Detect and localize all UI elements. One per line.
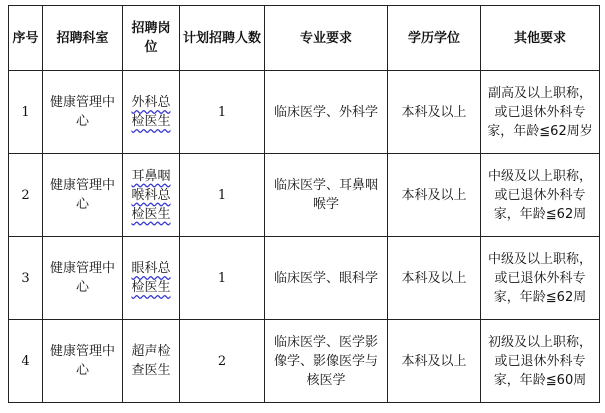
cell-post bbox=[123, 71, 180, 154]
post-text: 外科总检医生 bbox=[131, 95, 171, 129]
cell-seq: 1 bbox=[9, 71, 43, 154]
header-edu: 学历学位 bbox=[388, 6, 481, 71]
header-post: 招聘岗位 bbox=[123, 6, 180, 71]
cell-other: 初级及以上职称，或已退休外科专家，年龄≦60周 bbox=[481, 320, 600, 403]
cell-other: 中级及以上职称，或已退休外科专家，年龄≦62周 bbox=[481, 154, 600, 237]
header-major: 专业要求 bbox=[265, 6, 388, 71]
cell-post bbox=[123, 154, 180, 237]
cell-dept: 健康管理中心 bbox=[43, 237, 123, 320]
cell-edu: 本科及以上 bbox=[388, 154, 481, 237]
cell-post bbox=[123, 237, 180, 320]
table-row bbox=[9, 154, 600, 237]
cell-count: 1 bbox=[180, 71, 265, 154]
cell-edu: 本科及以上 bbox=[388, 71, 481, 154]
cell-major: 临床医学、外科学 bbox=[265, 71, 388, 154]
cell-seq: 4 bbox=[9, 320, 43, 403]
header-row bbox=[9, 6, 600, 71]
cell-other: 中级及以上职称，或已退休外科专家，年龄≦62周 bbox=[481, 237, 600, 320]
cell-count: 1 bbox=[180, 154, 265, 237]
header-other: 其他要求 bbox=[481, 6, 600, 71]
cell-other: 副高及以上职称，或已退休外科专家，年龄≦62周岁 bbox=[481, 71, 600, 154]
cell-seq: 3 bbox=[9, 237, 43, 320]
post-text: 耳鼻咽喉科总检医生 bbox=[131, 168, 171, 222]
cell-edu: 本科及以上 bbox=[388, 320, 481, 403]
cell-dept: 健康管理中心 bbox=[43, 320, 123, 403]
cell-dept: 健康管理中心 bbox=[43, 71, 123, 154]
cell-dept: 健康管理中心 bbox=[43, 154, 123, 237]
cell-edu: 本科及以上 bbox=[388, 237, 481, 320]
cell-post: 超声检查医生 bbox=[123, 320, 180, 403]
header-dept: 招聘科室 bbox=[43, 6, 123, 71]
cell-count: 1 bbox=[180, 237, 265, 320]
table-row bbox=[9, 320, 600, 403]
table-row bbox=[9, 237, 600, 320]
cell-count: 2 bbox=[180, 320, 265, 403]
post-text: 眼科总检医生 bbox=[131, 261, 171, 295]
header-seq: 序号 bbox=[9, 6, 43, 71]
header-count: 计划招聘人数 bbox=[180, 6, 265, 71]
cell-major: 临床医学、眼科学 bbox=[265, 237, 388, 320]
table-row bbox=[9, 71, 600, 154]
recruitment-table bbox=[8, 5, 600, 403]
cell-seq: 2 bbox=[9, 154, 43, 237]
cell-major: 临床医学、医学影像学、影像医学与核医学 bbox=[265, 320, 388, 403]
cell-major: 临床医学、耳鼻咽喉学 bbox=[265, 154, 388, 237]
